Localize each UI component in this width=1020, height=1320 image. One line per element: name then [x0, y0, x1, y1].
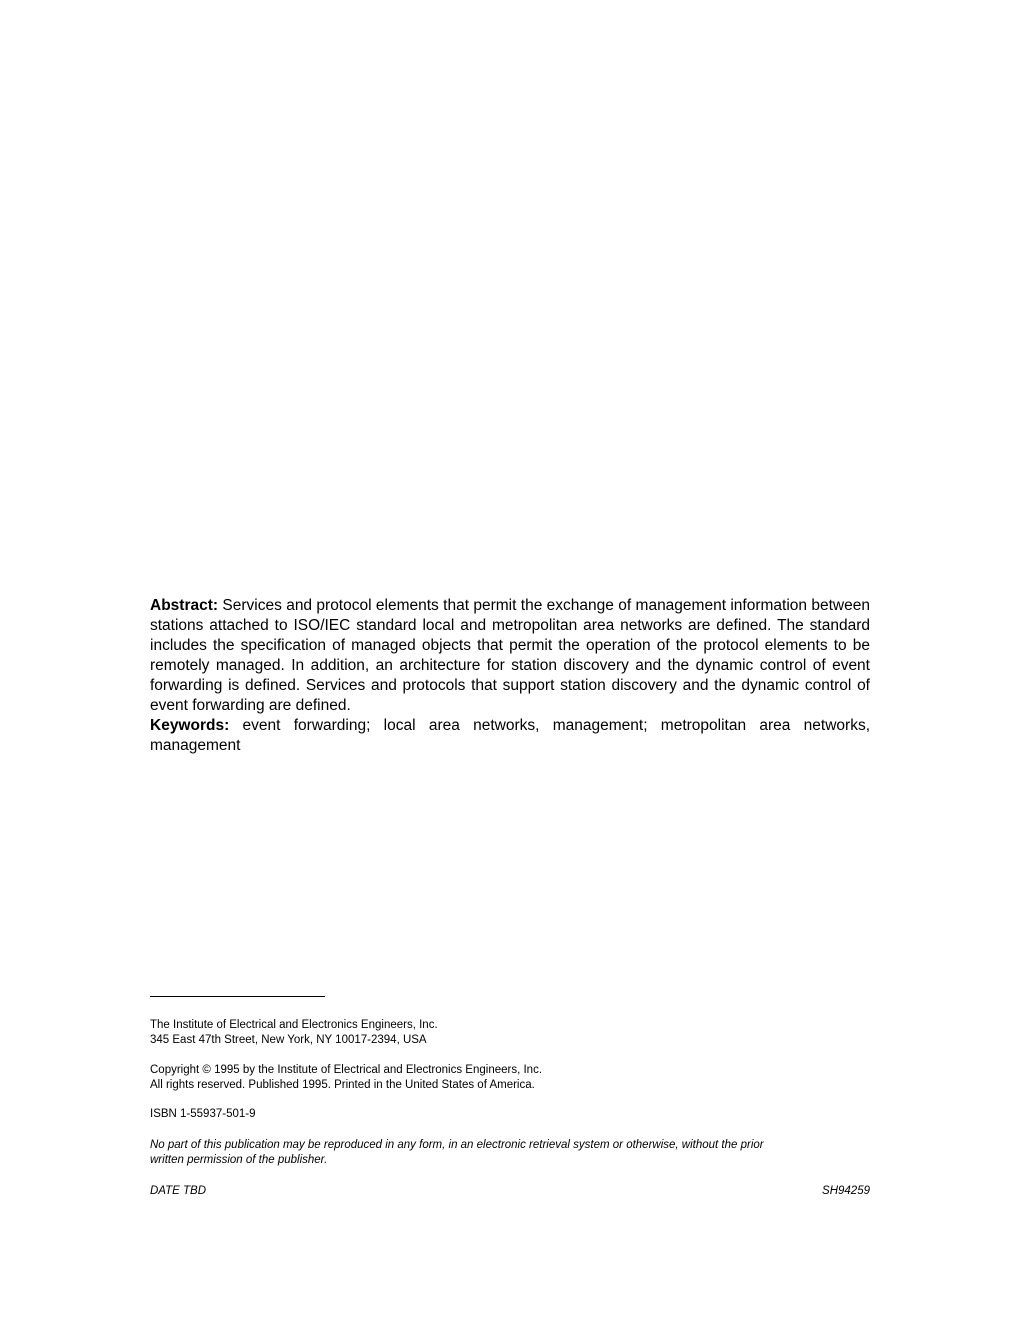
- abstract-label: Abstract:: [150, 597, 219, 614]
- publisher-info: [150, 1018, 870, 1048]
- rights-line: All rights reserved. Published 1995. Printed in the United States of America.: [150, 1079, 535, 1091]
- footnote-divider: [150, 996, 325, 997]
- publisher-address: 345 East 47th Street, New York, NY 10017-2394, USA: [150, 1034, 427, 1046]
- isbn: ISBN 1-55937-501-9: [150, 1108, 256, 1120]
- abstract-paragraph: [150, 596, 870, 716]
- keywords-text: event forwarding; local area networks, management; metropolitan area networks, management: [150, 717, 870, 754]
- keywords-label: Keywords:: [150, 717, 230, 734]
- publisher-name: The Institute of Electrical and Electronics Engineers, Inc.: [150, 1019, 438, 1031]
- footer-date: DATE TBD: [150, 1185, 207, 1197]
- keywords-paragraph: [150, 716, 870, 756]
- notice-line-2: written permission of the publisher.: [150, 1154, 328, 1166]
- reproduction-notice: [150, 1138, 870, 1168]
- copyright-info: [150, 1063, 870, 1093]
- notice-line-1: No part of this publication may be reproduced in any form, in an electronic retrieval system or otherwise, without the prior: [150, 1139, 764, 1151]
- footer-code: SH94259: [822, 1185, 870, 1197]
- abstract-section: [150, 596, 870, 756]
- copyright-line: Copyright © 1995 by the Institute of Electrical and Electronics Engineers, Inc.: [150, 1064, 543, 1076]
- abstract-text: Services and protocol elements that permit the exchange of management information between stations attached to ISO/IEC standard local and metropolitan area networks are defined. The standard includes the specification of managed objects that permit the operation of the protocol elements to be remotely managed. In addition, an architecture for station discovery and the dynamic control of event forwarding is defined. Services and protocols that support station discovery and the dynamic control of event forwarding are defined.: [150, 597, 870, 714]
